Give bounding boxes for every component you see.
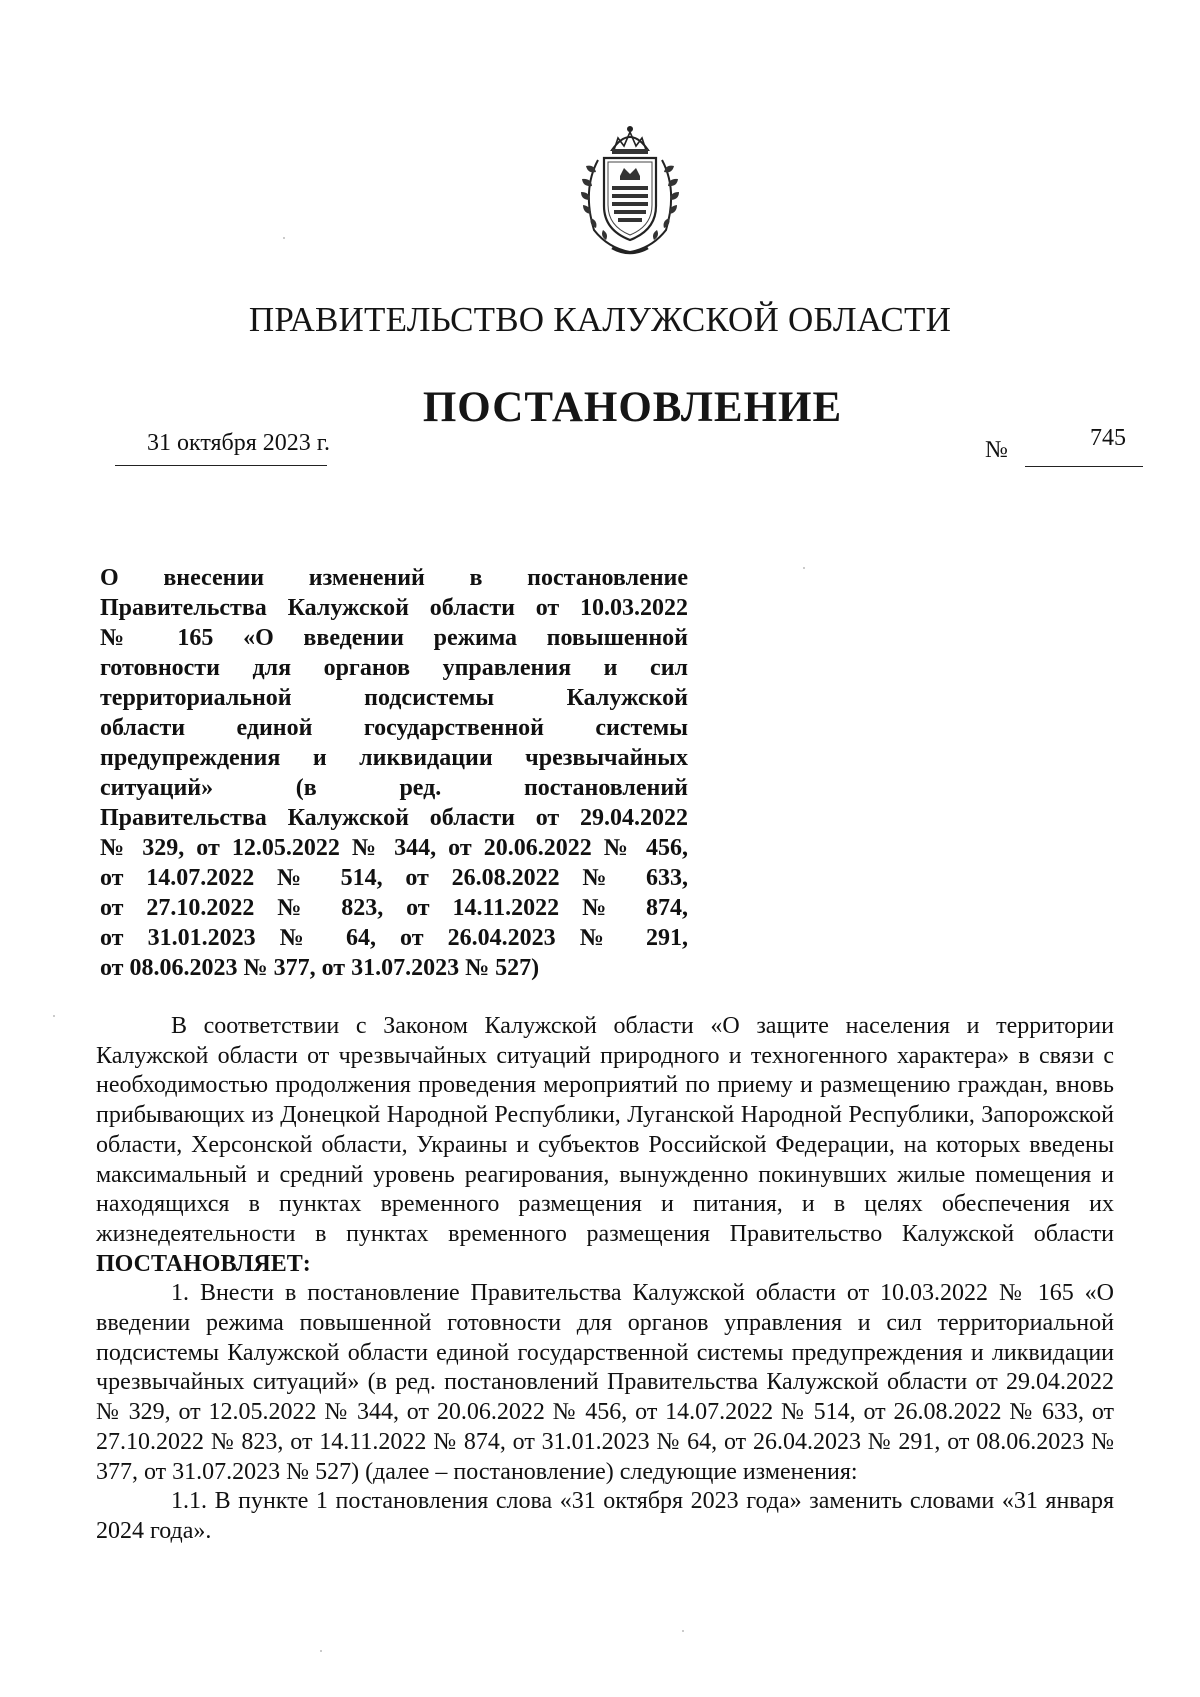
document-type: ПОСТАНОВЛЕНИЕ [422, 384, 843, 431]
date-underline [115, 465, 327, 466]
scan-speck [283, 237, 285, 239]
title-line: от 27.10.2022 № 823, от 14.11.2022 № 874, [100, 895, 688, 921]
preamble-paragraph [96, 1012, 1114, 1279]
title-line: территориальной подсистемы Калужской [100, 685, 688, 711]
preamble-text: В соответствии с Законом Калужской области «О защите населения и территории Калужской области от чрезвычайных ситуаций природного и техногенного характера» в связи с необходимостью продолжения проведения мероприятий по приему и размещению граждан, вновь прибывающих из Донецкой Народной Республики, Луганской Народной Республики, Запорожской области, Херсонской области, Украины и субъектов Российской Федерации, на которых введены максимальный и средний уровень реагирования, вынужденно покинувших жилые помещения и находящихся в пунктах временного размещения и питания, и в целях обеспечения их жизнедеятельности в пунктах временного размещения Правительство Калужской области [96, 1013, 1114, 1247]
resolves-word: ПОСТАНОВЛЯЕТ: [96, 1250, 311, 1277]
item-1-paragraph: 1. Внести в постановление Правительства Калужской области от 10.03.2022 № 165 «О введении режима повышенной готовности для органов управления и сил территориальной подсистемы Калужской области единой государственной системы предупреждения и ликвидации чрезвычайных ситуаций» (в ред. постановлений Правительства Калужской области от 29.04.2022 № 329, от 12.05.2022 № 344, от 20.06.2022 № 456, от 14.07.2022 № 514, от 26.08.2022 № 633, от 27.10.2022 № 823, от 14.11.2022 № 874, от 31.01.2023 № 64, от 26.04.2023 № 291, от 08.06.2023 № 377, от 31.07.2023 № 527) (далее – постановление) следующие изменения: [96, 1280, 1114, 1485]
government-name: ПРАВИТЕЛЬСТВО КАЛУЖСКОЙ ОБЛАСТИ [248, 300, 952, 339]
title-line: Правительства Калужской области от 10.03.2022 [100, 595, 688, 621]
scan-speck [803, 567, 805, 569]
number-underline [1025, 466, 1143, 467]
title-line: от 14.07.2022 № 514, от 26.08.2022 № 633, [100, 865, 688, 891]
coat-of-arms-emblem [568, 120, 692, 260]
title-line: области единой государственной системы [100, 715, 688, 741]
title-line: готовности для органов управления и сил [100, 655, 688, 681]
scan-speck [53, 1015, 55, 1017]
document-date: 31 октября 2023 г. [147, 430, 330, 456]
title-line: от 31.01.2023 № 64, от 26.04.2023 № 291, [100, 925, 688, 951]
document-body [96, 1012, 1114, 1547]
title-line: Правительства Калужской области от 29.04.2022 [100, 805, 688, 831]
title-line: от 08.06.2023 № 377, от 31.07.2023 № 527) [100, 955, 540, 981]
title-line: № 165 «О введении режима повышенной [100, 625, 688, 651]
document-title [100, 563, 688, 983]
title-line: О внесении изменений в постановление [100, 565, 688, 591]
scan-speck [682, 1630, 684, 1632]
title-line: ситуаций» (в ред. постановлений [100, 775, 688, 801]
title-line: предупреждения и ликвидации чрезвычайных [100, 745, 688, 771]
scan-speck [320, 1650, 322, 1652]
document-number: 745 [1090, 425, 1126, 451]
number-sign: № [985, 437, 1008, 463]
item-1-1-paragraph: 1.1. В пункте 1 постановления слова «31 октября 2023 года» заменить словами «31 января 2024 года». [96, 1488, 1114, 1544]
title-line: № 329, от 12.05.2022 № 344, от 20.06.2022 № 456, [100, 835, 688, 861]
